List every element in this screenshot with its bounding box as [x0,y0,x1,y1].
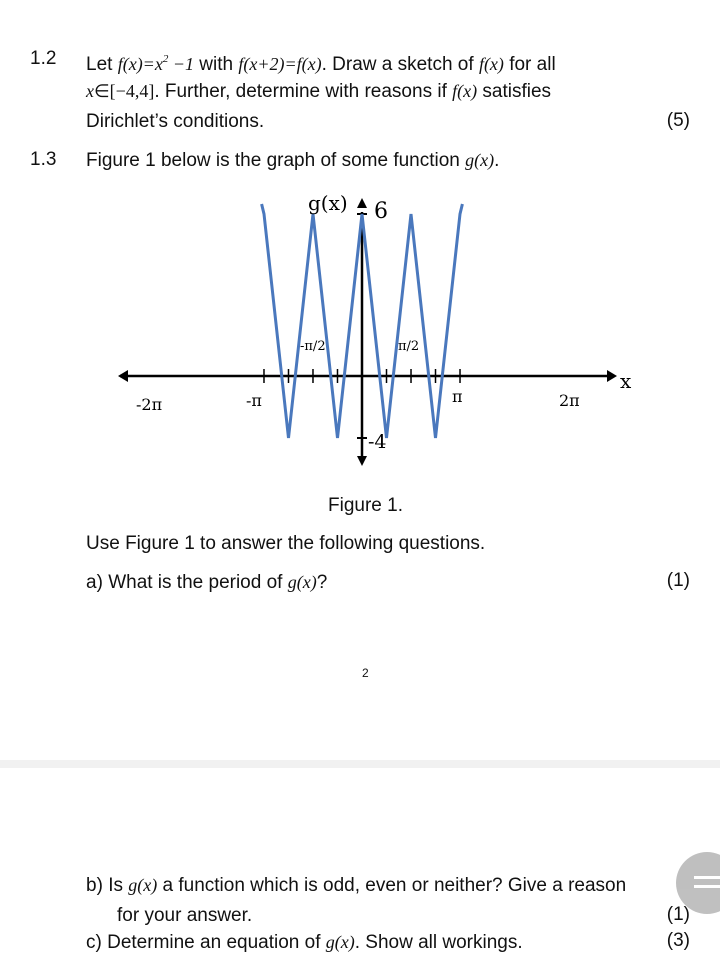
question-c-label: c) [86,932,102,953]
handle-line-icon [694,876,720,879]
page-separator [0,760,720,768]
x-axis-arrow-right [607,370,617,382]
x-axis-arrow-left [118,370,128,382]
question-1-2-line-1: Let $f(x)=x^2 -1$ with f(x+2)=f(x). Draw a sketch of f(x) for all [86,53,556,75]
y-min-label: -4 [368,431,387,453]
periodicity-expr: f(x+2)=f(x) [238,54,322,74]
x-axis-label: x [620,369,632,393]
question-b-line-1: b) Is g(x) a function which is odd, even or neither? Give a reason [86,875,627,896]
page-2 [0,768,720,978]
figure-1-graph [112,190,642,470]
page-number: 2 [362,666,369,680]
question-1-2-line-3: Dirichlet’s conditions. [86,111,265,132]
x-tick-label-pi: π [452,387,463,406]
x-tick-label-2pi: 2π [559,391,580,410]
figure-caption: Figure 1. [328,495,403,516]
y-max-label: 6 [374,199,388,224]
question-a-marks: (1) [666,570,690,591]
x-tick-label-neg-2pi: -2π [136,395,163,414]
question-1-3-text: Figure 1 below is the graph of some function g(x). [86,150,500,171]
question-b-label: b) [86,875,103,896]
x-tick-label-neg-pi-over-2: -π/2 [300,339,326,354]
y-axis-label: g(x) [308,191,348,215]
y-axis-arrow-down [357,456,367,466]
question-a-label: a) [86,572,103,593]
f-of-x-expr: $f(x)=x^2 -1$ [117,53,194,74]
x-tick-label-neg-pi: -π [246,391,262,410]
question-1-2-marks: (5) [666,110,690,131]
handle-line-icon [694,885,720,888]
question-b-line-2: for your answer. [117,905,253,926]
question-1-3-number: 1.3 [30,149,57,170]
question-b-marks: (1) [666,904,690,925]
y-axis-arrow-up [357,198,367,208]
question-c: c) Determine an equation of g(x). Show all workings. [86,932,523,953]
question-c-marks: (3) [666,930,690,951]
domain-expr: ∈[−4,4] [94,81,155,101]
instructions: Use Figure 1 to answer the following questions. [86,533,486,554]
x-tick-label-pi-over-2: π/2 [398,339,420,354]
question-a: a) What is the period of g(x)? [86,572,328,593]
question-1-2-line-2: x∈[−4,4]. Further, determine with reasons if f(x) satisfies [86,81,552,102]
question-1-2-number: 1.2 [30,48,57,69]
